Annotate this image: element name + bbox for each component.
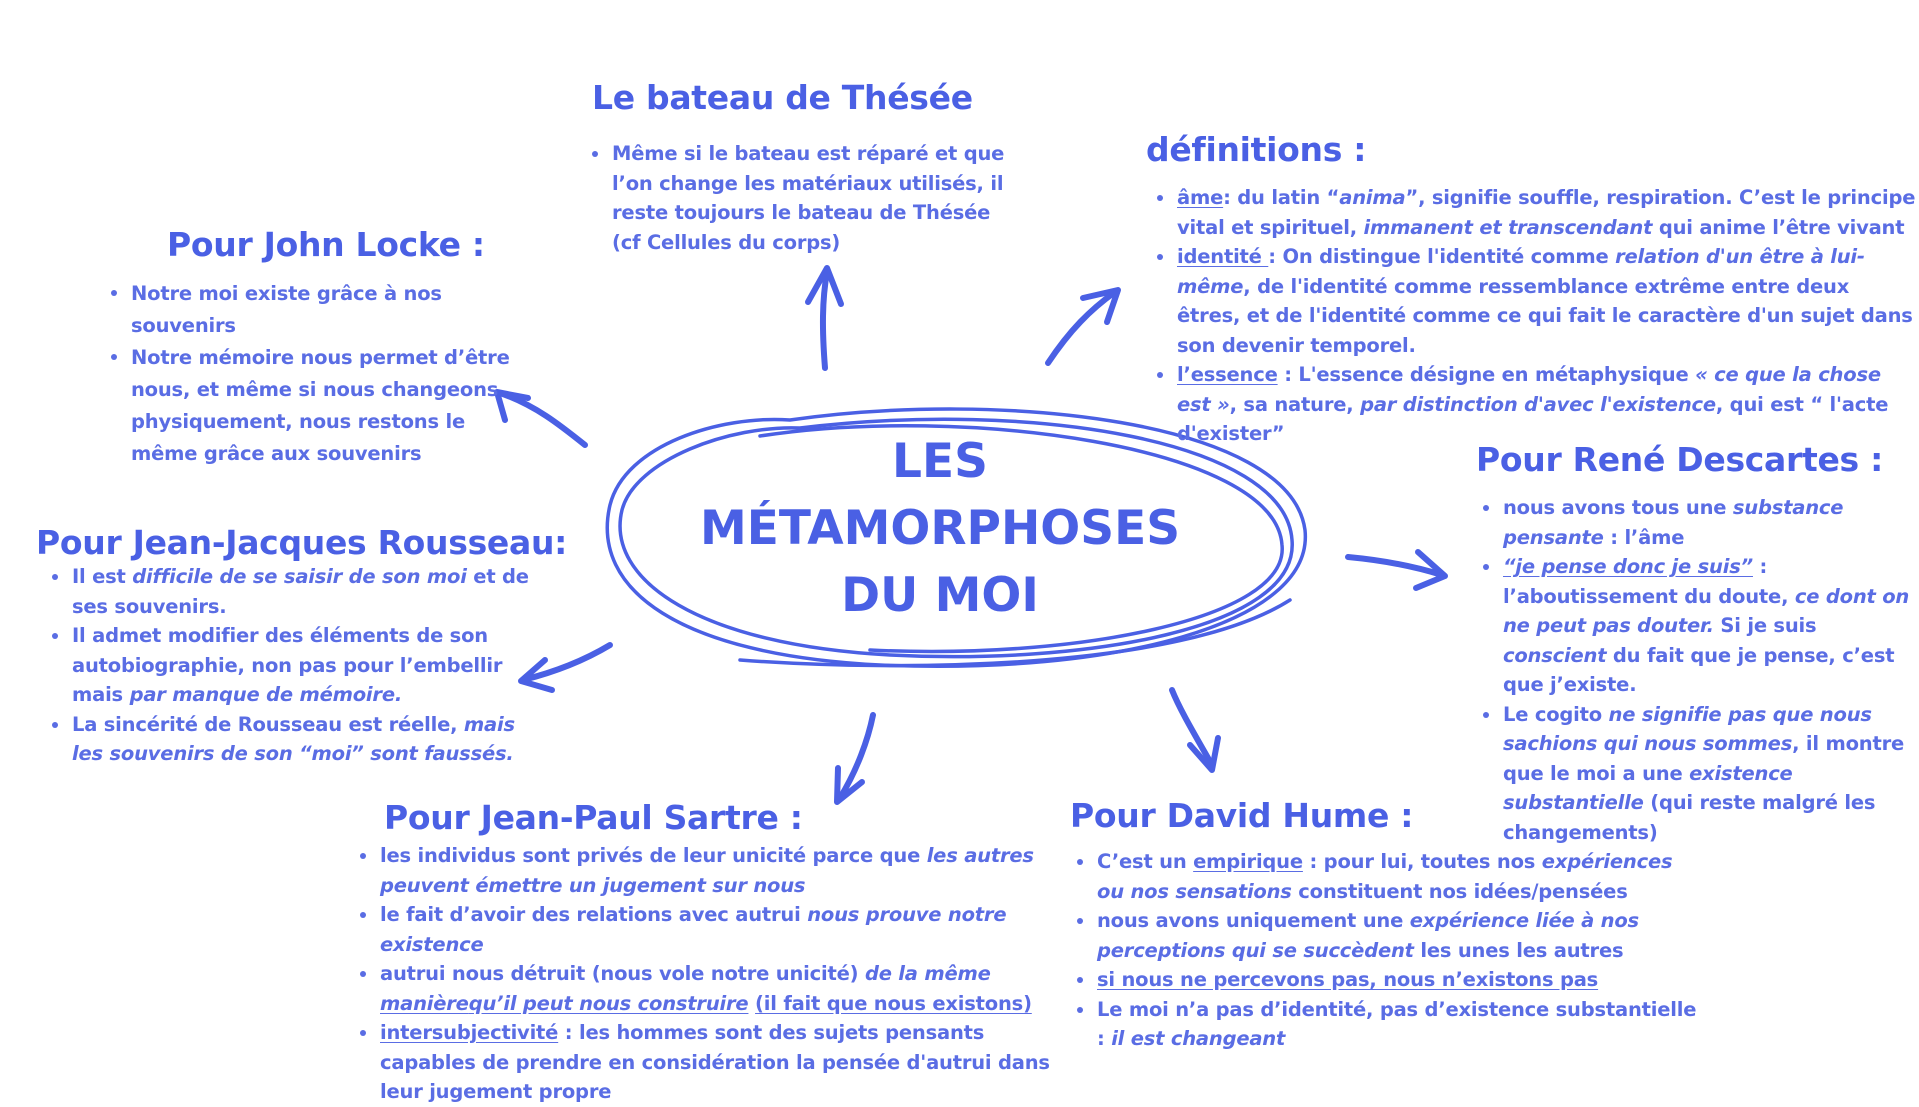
section-heading: Pour Jean-Jacques Rousseau:	[36, 523, 568, 562]
list-item: Le cogito ne signifie pas que nous sachions qui nous sommes, il montre que le moi a une existence substantielle (qui reste malgré les changements)	[1503, 700, 1919, 848]
section-heading: Pour John Locke :	[167, 225, 485, 264]
section-heading: Pour René Descartes :	[1476, 440, 1883, 479]
list-item: identité : On distingue l'identité comme relation d'un être à lui-même, de l'identité comme ressemblance extrême entre deux êtres, et de l'identité comme ce qui fait le caractère d'un sujet dans son devenir temporel.	[1177, 242, 1917, 360]
list-item: l’essence : L'essence désigne en métaphysique « ce que la chose est », sa nature, par distinction d'avec l'existence, qui est “ l'acte d'exister”	[1177, 360, 1917, 449]
bullet-list	[1150, 183, 1917, 449]
section-heading: Pour Jean-Paul Sartre :	[384, 798, 803, 837]
list-item: Il est difficile de se saisir de son moi et de ses souvenirs.	[72, 562, 550, 621]
section-sartre	[356, 798, 1056, 1107]
section-rousseau	[36, 523, 568, 769]
section-heading: définitions :	[1146, 130, 1367, 169]
bullet-list	[104, 278, 521, 470]
section-definitions	[1146, 130, 1916, 449]
arrow-to-definitions	[1048, 290, 1118, 363]
section-locke	[104, 225, 524, 470]
section-heading: Le bateau de Thésée	[592, 78, 973, 117]
list-item: nous avons uniquement une expérience liée à nos perceptions qui se succèdent les unes les autres	[1097, 906, 1697, 965]
section-hume	[1070, 796, 1697, 1054]
list-item: âme: du latin “anima”, signifie souffle, respiration. C’est le principe vital et spirituel, immanent et transcendant qui anime l’être vivant	[1177, 183, 1917, 242]
bullet-list	[36, 562, 550, 769]
bullet-list	[585, 139, 1012, 257]
central-title	[690, 428, 1190, 629]
section-descartes	[1476, 440, 1916, 847]
list-item: Même si le bateau est réparé et que l’on change les matériaux utilisés, il reste toujours le bateau de Thésée (cf Cellules du corps)	[612, 139, 1012, 257]
bullet-list	[1070, 847, 1697, 1054]
list-item: La sincérité de Rousseau est réelle, mais les souvenirs de son “moi” sont faussés.	[72, 710, 550, 769]
section-heading: Pour David Hume :	[1070, 796, 1414, 835]
list-item: Notre moi existe grâce à nos souvenirs	[131, 278, 521, 342]
list-item: C’est un empirique : pour lui, toutes nos expériences ou nos sensations constituent nos idées/pensées	[1097, 847, 1697, 906]
arrow-to-thesee	[808, 268, 841, 368]
bullet-list	[1476, 493, 1919, 847]
title-line-1: LES	[892, 434, 988, 489]
list-item: Le moi n’a pas d’identité, pas d’existence substantielle : il est changeant	[1097, 995, 1697, 1054]
list-item: Il admet modifier des éléments de son autobiographie, non pas pour l’embellir mais par manque de mémoire.	[72, 621, 550, 710]
list-item: le fait d’avoir des relations avec autrui nous prouve notre existence	[380, 900, 1070, 959]
section-thesee	[585, 78, 1015, 257]
list-item: “je pense donc je suis” : l’aboutissement du doute, ce dont on ne peut pas douter. Si je suis conscient du fait que je pense, c’est que j’existe.	[1503, 552, 1919, 700]
list-item: nous avons tous une substance pensante : l’âme	[1503, 493, 1919, 552]
list-item: autrui nous détruit (nous vole notre unicité) de la même manièrequ’il peut nous construire (il fait que nous existons)	[380, 959, 1070, 1018]
list-item: les individus sont privés de leur unicité parce que les autres peuvent émettre un jugement sur nous	[380, 841, 1070, 900]
arrow-to-descartes	[1348, 552, 1445, 588]
title-line-2: MÉTAMORPHOSES	[699, 501, 1181, 556]
title-line-3: DU MOI	[841, 568, 1039, 623]
list-item: si nous ne percevons pas, nous n’existons pas	[1097, 965, 1697, 995]
arrow-to-sartre	[837, 715, 873, 802]
arrow-to-hume	[1172, 690, 1218, 770]
list-item: intersubjectivité : les hommes sont des sujets pensants capables de prendre en considération la pensée d'autrui dans leur jugement propre	[380, 1018, 1070, 1107]
bullet-list	[356, 841, 1070, 1107]
list-item: Notre mémoire nous permet d’être nous, et même si nous changeons physiquement, nous restons le même grâce aux souvenirs	[131, 342, 521, 470]
